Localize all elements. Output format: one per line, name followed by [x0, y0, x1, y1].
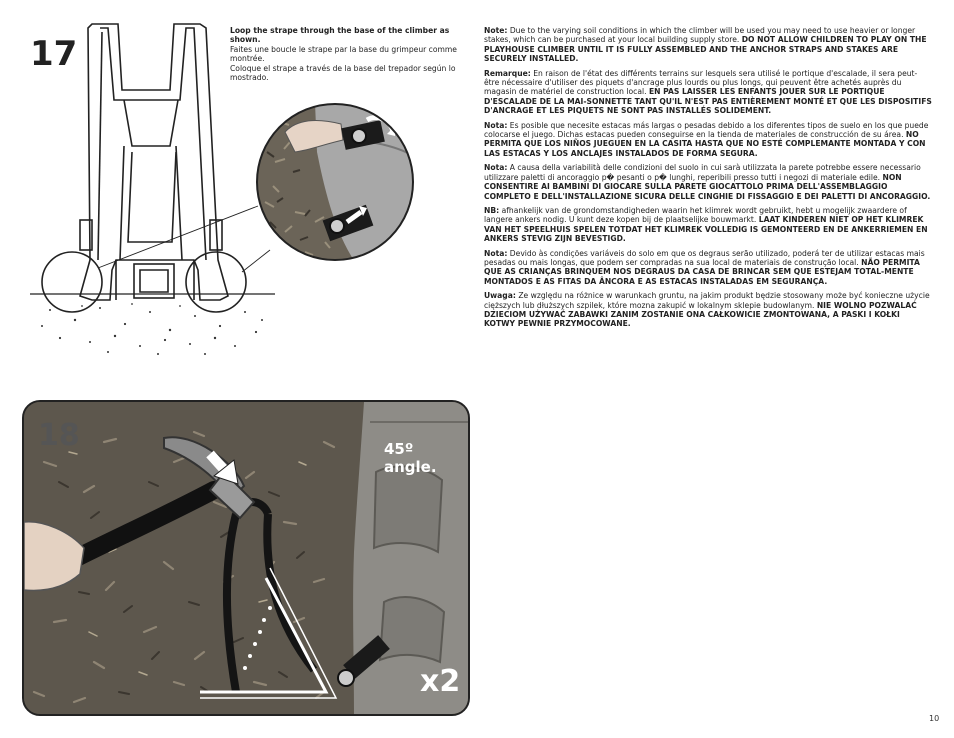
caption-en: Loop the strape through the base of the climber as shown.	[230, 26, 450, 45]
step-17-caption	[230, 26, 475, 82]
note-es: Nota: Es posible que necesite estacas más largas o pesadas debido a los diferentes tipos de suelo en los que puede colocarse el juego. Dichas estacas pueden conseguirse en la tienda de materiales de construcción de su área. NO PERMITA QUE LOS NIÑOS JUEGUEN EN LA CASITA HASTA QUE NO ESTÉ COMPLEMANTE MONTADA Y CON LAS ESTACAS Y LOS ANCLAJES INSTALADOS DE FORMA SEGURA.	[484, 120, 929, 158]
note-it: Nota: A causa della variabilità delle condizioni del suolo in cui sarà utilizzata la parete potrebbe essere necessario utilizzare paletti di ancoraggio p� pesanti o p� lunghi, reperibili presso tutti i negozi di materiale edile. NON CONSENTIRE AI BAMBINI DI GIOCARE SULLA PARETE GIOCATTOLO PRIMA DELL'ASSEMBLAGGIO COMPLETO E DELL'INSTALLAZIONE SICURA DELLE CINGHIE DI FISSAGGIO E DEI PALETTI DI ANCORAGGIO.	[484, 163, 931, 201]
safety-notes	[484, 26, 932, 334]
note-fr: Remarque: En raison de l'état des différents terrains sur lesquels sera utilisé le portique d'escalade, il sera peut-être nécessaire d'utiliser des piquets d'ancrage plus lourds ou plus longs, qui peuvent être achetés auprès du magasin de matériel de construction local. EN PAS LAISSER LES ENFANTS JOUER SUR LE PORTIQUE D'ESCALADE DE LA MAI-SONNETTE TANT QU'IL N'EST PAS ENTIÈREMENT MONTÉ ET QUE LES DISPOSITIFS D'ANCRAGE ET LES PIQUETS NE SONT PAS INSTALLÉS SOLIDEMENT.	[484, 68, 932, 116]
step-18-photo-panel	[22, 400, 470, 716]
caption-fr: Faites une boucle le strape par la base du grimpeur comme montrée.	[230, 44, 457, 64]
angle-label: 45º angle.	[384, 440, 437, 476]
note-pl: Uwaga: Ze względu na różnice w warunkach gruntu, na jakim produkt będzie stosowany może być konieczne użycie cięższych lub dłuższych szpilek, które mozna zakupić w lokalnym sklepie budowlanym. NIE WOLNO POZWALAĆ DZIECIOM UŻYWAĆ ZABAWKI ZANIM ZOSTANIE ONA CAŁKOWICIE ZMONTOWANA, A PASKI I KOŁKI KOTWY PEWNIE PRZYMOCOWANE.	[484, 291, 930, 329]
caption-es: Coloque el strape a través de la base del trepador según lo mostrado.	[230, 63, 456, 83]
step-18-number: 18	[38, 418, 80, 453]
note-en: Note: Due to the varying soil conditions in which the climber will be used you may need to use heavier or longer stakes, which can be purchased at your local building supply store. DO NOT ALLOW CHILDREN TO PLAY ON THE PLAYHOUSE CLIMBER UNTIL IT IS FULLY ASSEMBLED AND THE ANCHOR STRAPS AND STAKES ARE SECURELY INSTALLED.	[484, 26, 927, 64]
note-nl: NB: afhankelijk van de grondomstandigheden waarin het klimrek wordt gebruikt, hebt u mogelijk zwaardere of langere ankers nodig. U kunt deze kopen bij de plaatselijke bouwmarkt. LAAT KINDEREN NIET OP HET KLIMREK VAN HET SPEELHUIS SPELEN TOTDAT HET KLIMREK VOLLEDIG IS GEMONTEERD EN DE ANKERRIEMEN EN ANKERS STEVIG ZIJN BEVESTIGD.	[484, 205, 928, 244]
page-number: 10	[929, 714, 940, 723]
note-pt: Nota: Devido às condições variáveis do solo em que os degraus serão utilizado, poderá ter de utilizar estacas mais pesadas ou mais longas, que podem ser compradas na sua local de materiais de construção local. NÃO PERMITA QUE AS CRIANÇAS BRINQUEM NOS DEGRAUS DA CASA DE BRINCAR SEM QUE ESTEJAM TOTAL-MENTE MONTADOS E AS FITAS DA ÂNCORA E AS ESTACAS INSTALADAS EM SEGURANÇA.	[484, 248, 925, 286]
step-17-number: 17	[30, 34, 78, 74]
strap-detail-zoom	[255, 102, 415, 262]
quantity-label: x2	[420, 664, 461, 699]
